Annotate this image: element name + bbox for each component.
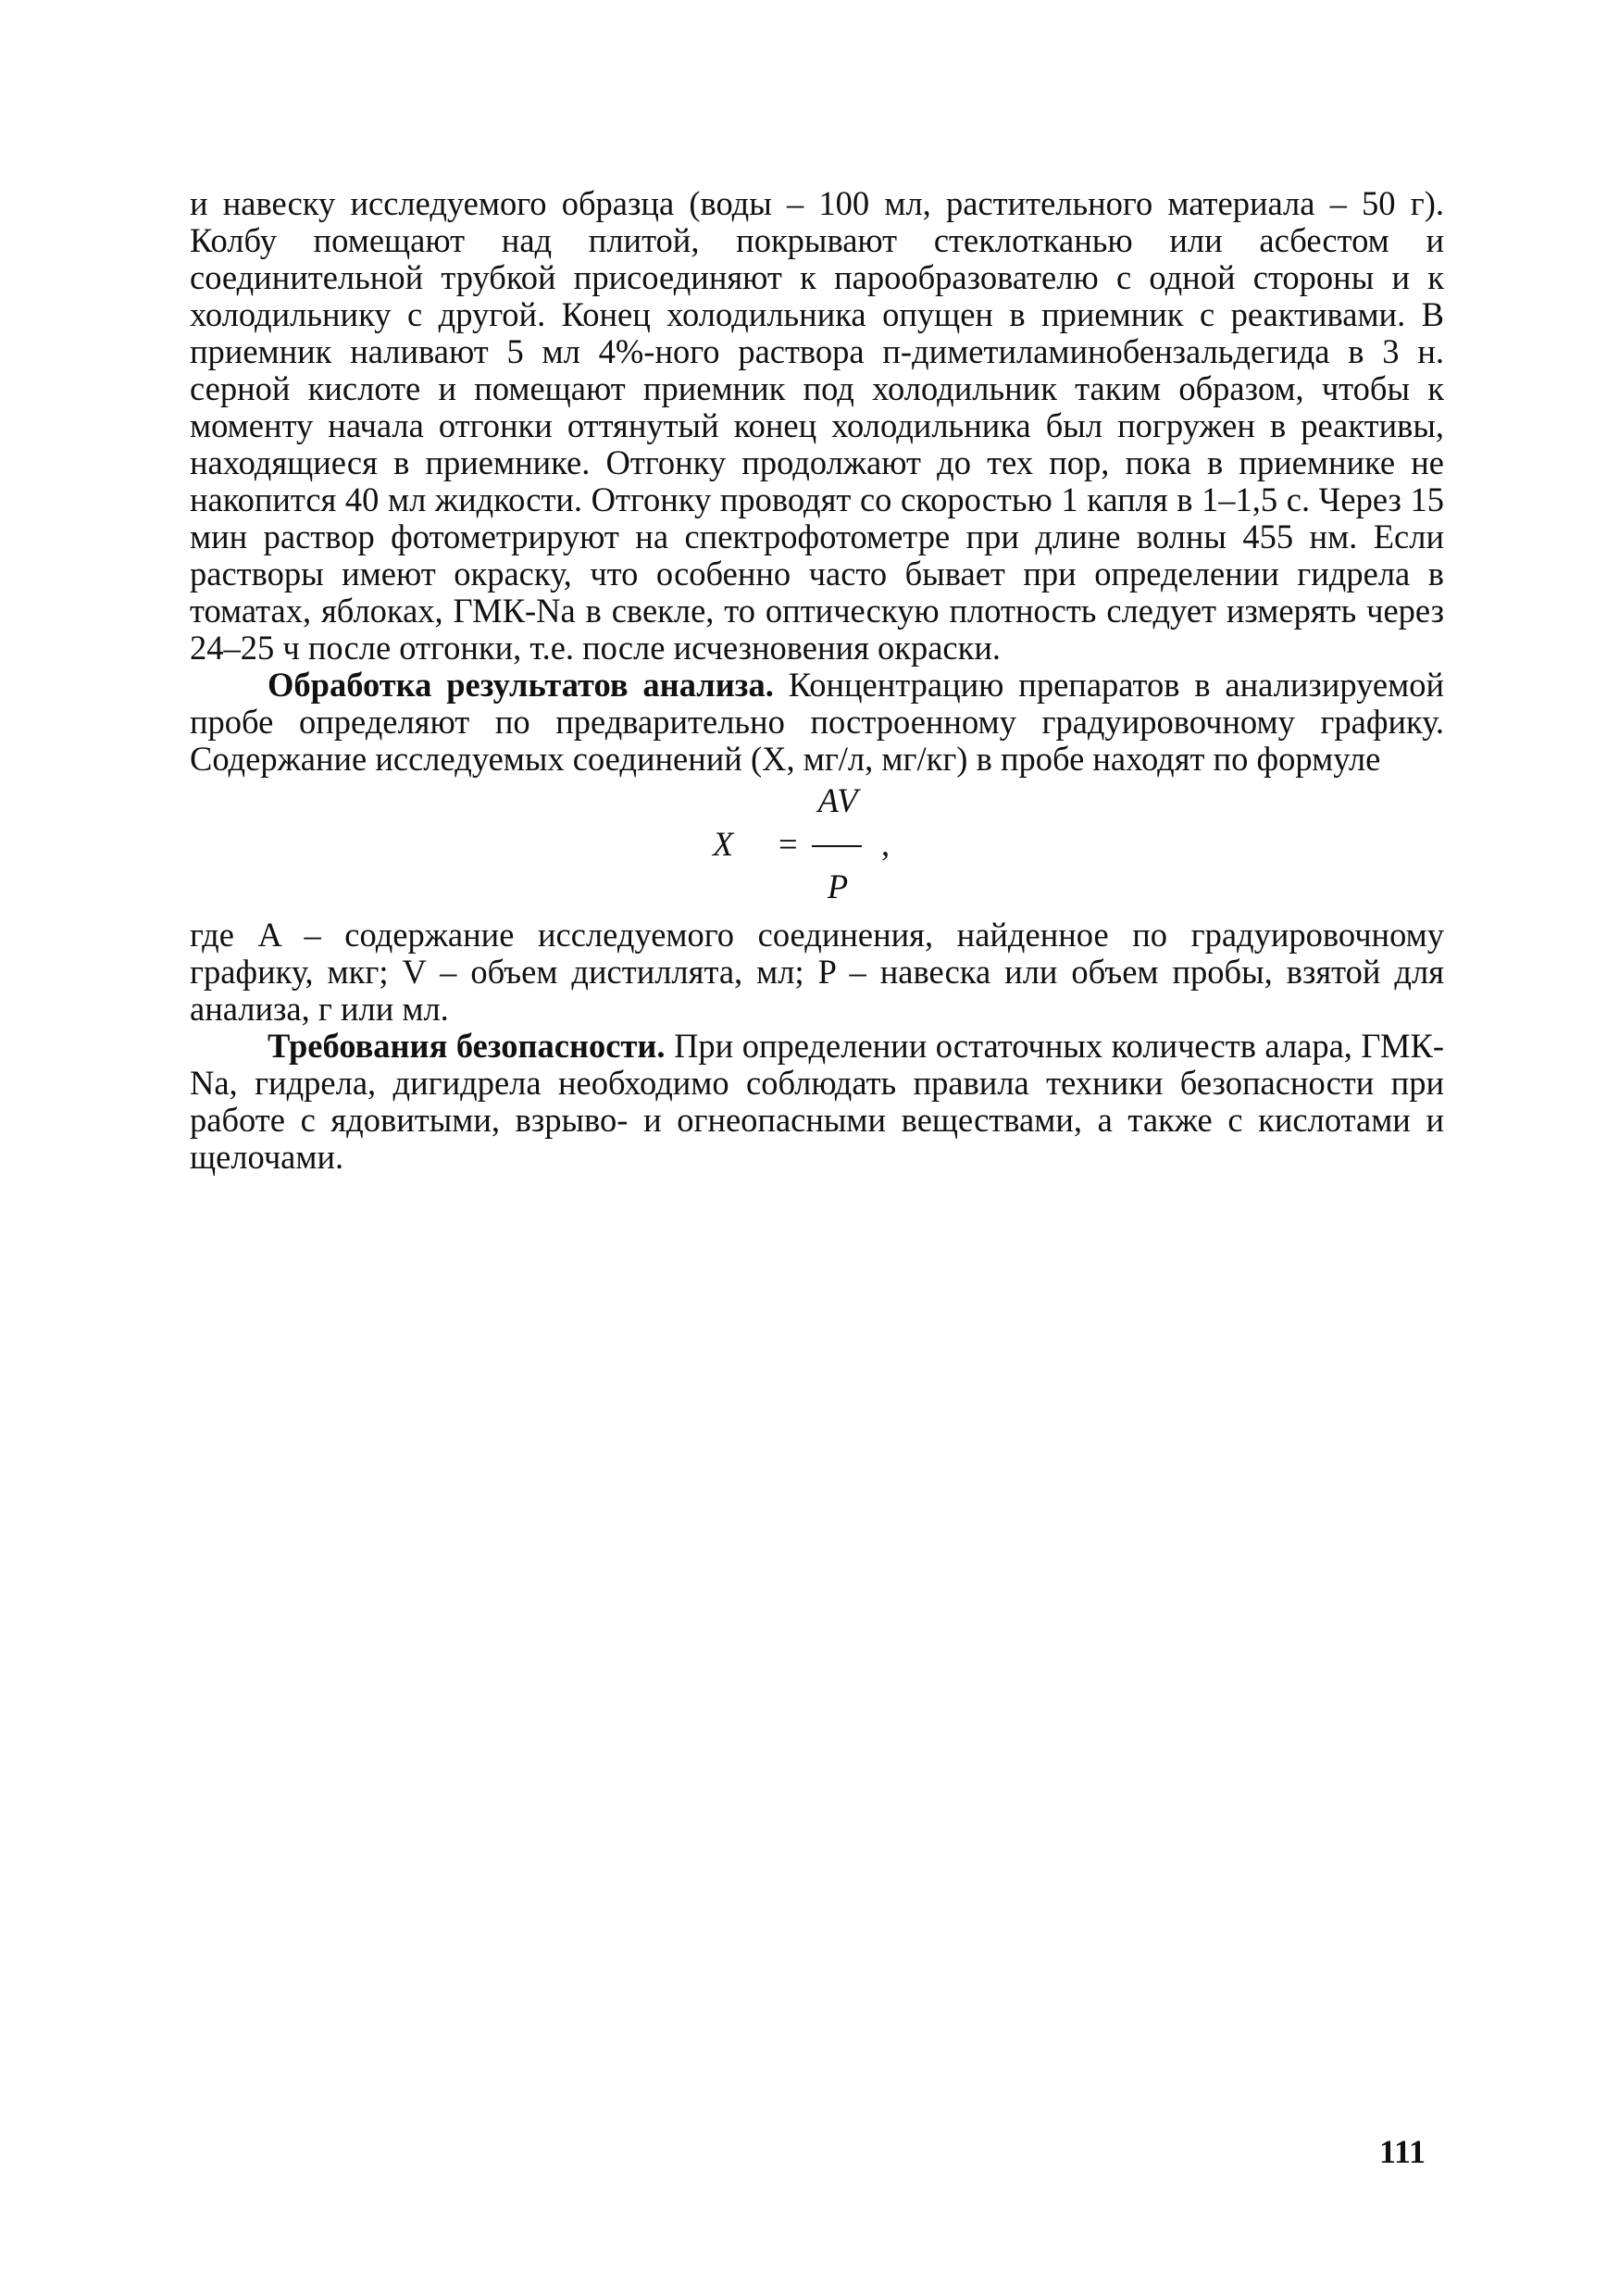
formula-comma: , [881,825,890,863]
page-number: 111 [1379,2133,1426,2170]
safety-text: При определении остаточных количеств алара, ГМК-Na, гидрела, дигидрела необходимо соблюдать правила техники безопасности при работе с ядовитыми, взрыво- и огнеопасными веществами, а также с кислотами и щелочами. [190,1027,1445,1176]
formula-numerator: AV [817,781,858,819]
results-text: Концентрацию препаратов в анализируемой пробе определяют по предварительно построенному градуировочному графику. Содержание исследуемых соединений (X, мг/л, мг/кг) в пробе находят по формуле [190,666,1445,778]
paragraph-results [190,667,1444,778]
formula [190,778,1444,917]
paragraph-distillation: и навеску исследуемого образца (воды – 100 мл, растительного материала – 50 г). Колбу помещают над плитой, покрывают стеклотканью или асбестом и соединительной трубкой присоединяют к парообразователю с одной стороны и к холодильнику с другой. Конец холодильника опущен в приемник с реактивами. В приемник наливают 5 мл 4%-ного раствора п-диметиламинобензальдегида в 3 н. серной кислоте и помещают приемник под холодильник таким образом, чтобы к моменту начала отгонки оттянутый конец холодильника был погружен в реактивы, находящиеся в приемнике. Отгонку продолжают до тех пор, пока в приемнике не накопится 40 мл жидкости. Отгонку проводят со скоростью 1 капля в 1–1,5 с. Через 15 мин раствор фотометрируют на спектрофотометре при длине волны 455 нм. Если растворы имеют окраску, что особенно часто бывает при определении гидрела в томатах, яблоках, ГМК-Na в свекле, то оптическую плотность следует измерять через 24–25 ч после отгонки, т.е. после исчезновения окраски. [190,184,1444,667]
results-heading: Обработка результатов анализа. [268,666,774,704]
page-body [190,185,1444,1176]
paragraph-safety [190,1028,1444,1176]
paragraph-formula-explanation: где A – содержание исследуемого соединения, найденное по градуировочному графику, мкг; V – объем дистиллята, мл; P – навеска или объем пробы, взятой для анализа, г или мл. [190,916,1444,1028]
formula-lhs: X [713,825,734,863]
formula-equals: = [778,825,798,863]
formula-denominator: P [827,867,849,905]
formula-fraction-bar [812,845,862,847]
safety-heading: Требования безопасности. [268,1027,666,1065]
